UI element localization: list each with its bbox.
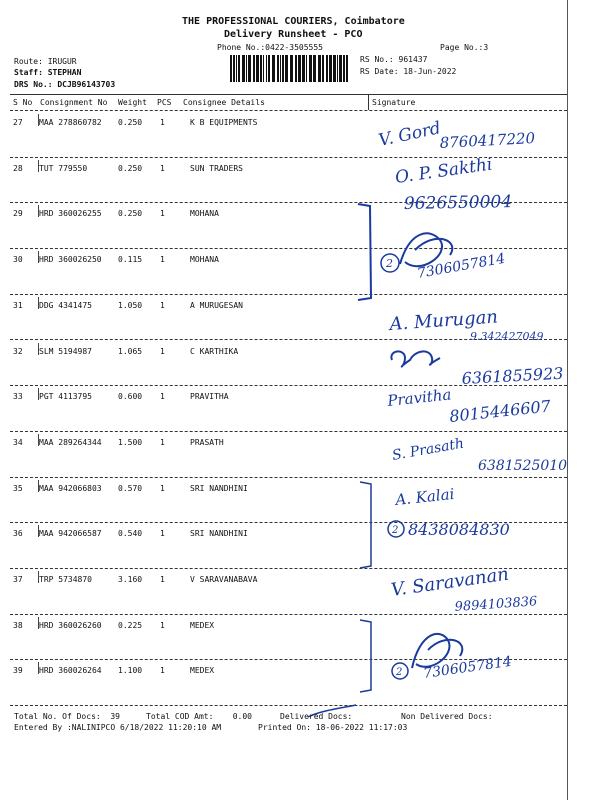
row-consignment-no: MAA 942066803: [39, 483, 102, 493]
entered-by: Entered By :NALINIPCO 6/18/2022 11:20:10 AM: [14, 723, 222, 732]
barcode-bar: [263, 55, 264, 82]
page-number: Page No.:3: [440, 43, 489, 52]
barcode-bar: [238, 55, 240, 82]
row-pcs: 1: [160, 575, 165, 584]
row-consignment-no: MAA 289264344: [39, 437, 102, 447]
row-consignment-no: HRD 360026264: [39, 666, 102, 676]
phone-32: 6361855923: [461, 363, 564, 388]
row-consignee: A MURUGESAN: [190, 300, 243, 310]
row-sno: 28: [13, 163, 23, 173]
signature-35-36: A. Kalai: [394, 484, 456, 509]
cell-marker: [38, 114, 39, 126]
row-consignee: SRI NANDHINI: [190, 529, 248, 539]
table-row: [10, 112, 567, 158]
row-consignee: PRASATH: [190, 437, 224, 447]
barcode-bar: [290, 55, 293, 82]
phone-37: 9894103836: [454, 594, 538, 615]
barcode-bar: [268, 55, 270, 82]
header-bottom-rule: [10, 110, 567, 111]
barcode-bar: [318, 55, 321, 82]
col-weight: Weight: [118, 98, 147, 107]
signature-31: A. Murugan: [388, 306, 499, 335]
row-sno: 37: [13, 575, 23, 584]
runsheet-title: Delivery Runsheet - PCO: [224, 29, 363, 40]
row-consignment-no: HRD 360026260: [39, 620, 102, 630]
table-row: [10, 203, 567, 249]
cell-marker: [38, 205, 39, 217]
cell-marker: [38, 388, 39, 400]
header-top-rule: [10, 94, 567, 95]
row-sno: 34: [13, 437, 23, 447]
row-weight: 0.250: [118, 163, 143, 173]
barcode-bar: [230, 55, 232, 82]
cell-marker: [38, 571, 39, 583]
row-consignment-no: TUT 779550: [39, 163, 88, 173]
row-consignment-no: PGT 4113795: [39, 392, 92, 402]
row-weight: 0.250: [118, 209, 143, 219]
row-consignee: MEDEX: [190, 666, 215, 676]
barcode-bar: [282, 55, 284, 82]
barcode-bar: [246, 55, 247, 82]
table-row: [10, 478, 567, 524]
cell-marker: [38, 160, 39, 172]
barcode-bar: [298, 55, 301, 82]
cell-marker: [38, 343, 39, 355]
barcode-bar: [309, 55, 312, 82]
row-pcs: 1: [160, 346, 165, 356]
row-weight: 0.600: [118, 392, 143, 402]
table-row: [10, 341, 567, 387]
signature-27: V. Gord: [376, 118, 443, 151]
row-pcs: 1: [160, 118, 165, 127]
row-consignee: MEDEX: [190, 620, 215, 630]
row-sno: 30: [13, 255, 23, 265]
table-row: [10, 295, 567, 341]
non-delivered-docs: Non Delivered Docs:: [401, 712, 493, 721]
barcode-bar: [256, 55, 259, 82]
row-consignee: MOHANA: [190, 209, 219, 219]
row-consignment-no: DDG 4341475: [39, 300, 92, 310]
rs-date: RS Date: 18-Jun-2022: [360, 67, 457, 76]
barcode-bar: [280, 55, 281, 82]
barcode-bar: [322, 55, 324, 82]
printed-on: Printed On: 18-06-2022 11:17:03: [258, 723, 408, 732]
signature-33: Pravitha: [386, 385, 453, 410]
barcode-bar: [260, 55, 262, 82]
row-sno: 31: [13, 300, 23, 310]
row-pcs: 1: [160, 666, 165, 676]
row-consignee: C KARTHIKA: [190, 346, 239, 356]
barcode-bar: [253, 55, 255, 82]
circle-mark-text-29-30: 2: [386, 257, 393, 270]
row-sno: 29: [13, 209, 23, 219]
row-pcs: 1: [160, 163, 165, 173]
route: Route: IRUGUR: [14, 57, 77, 66]
phone-29-30: 7306057814: [415, 250, 507, 282]
row-weight: 0.570: [118, 483, 143, 493]
circle-mark-text-38-39: 2: [396, 667, 403, 678]
row-consignee: MOHANA: [190, 255, 219, 265]
row-pcs: 1: [160, 483, 165, 493]
signature-28: O. P. Sakthi: [393, 154, 494, 188]
row-consignment-no: MAA 942066587: [39, 529, 102, 539]
phone-28: 9626550004: [403, 192, 513, 214]
table-row: [10, 660, 567, 706]
table-row: [10, 432, 567, 478]
table-row: [10, 158, 567, 204]
barcode-bar: [313, 55, 316, 82]
row-consignee: V SARAVANABAVA: [190, 575, 258, 584]
barcode-bar: [236, 55, 237, 82]
header-col-divider: [368, 94, 369, 110]
delivered-docs: Delivered Docs:: [280, 712, 353, 721]
row-separator: [10, 705, 567, 706]
table-row: [10, 615, 567, 661]
total-docs: Total No. Of Docs: 39: [14, 712, 120, 721]
barcode-bar: [346, 55, 348, 82]
barcode-bar: [277, 55, 279, 82]
row-sno: 32: [13, 346, 23, 356]
row-consignment-no: MAA 278860782: [39, 118, 102, 127]
row-weight: 0.115: [118, 255, 143, 265]
row-sno: 33: [13, 392, 23, 402]
row-consignee: K B EQUIPMENTS: [190, 118, 258, 127]
cell-marker: [38, 617, 39, 629]
cell-marker: [38, 434, 39, 446]
col-signature: Signature: [372, 98, 416, 107]
row-pcs: 1: [160, 620, 165, 630]
barcode-bar: [272, 55, 275, 82]
row-sno: 39: [13, 666, 23, 676]
row-consignment-no: SLM 5194987: [39, 346, 92, 356]
row-consignment-no: TRP 5734870: [39, 575, 92, 584]
barcode-bar: [242, 55, 245, 82]
drs-number: DRS No.: DCJB96143703: [14, 80, 116, 89]
row-weight: 1.065: [118, 346, 143, 356]
phone-27: 8760417220: [439, 129, 536, 152]
row-weight: 1.500: [118, 437, 143, 447]
row-weight: 0.250: [118, 118, 143, 127]
row-consignment-no: HRD 360026255: [39, 209, 102, 219]
cell-marker: [38, 480, 39, 492]
barcode-bar: [339, 55, 342, 82]
barcode-bar: [266, 55, 267, 82]
row-consignee: PRAVITHA: [190, 392, 229, 402]
barcode-bar: [326, 55, 328, 82]
barcode-image: [230, 55, 350, 82]
table-row: [10, 569, 567, 615]
barcode-bar: [248, 55, 251, 82]
col-consignee: Consignee Details: [183, 98, 265, 107]
total-cod: Total COD Amt: 0.00: [146, 712, 252, 721]
cell-marker: [38, 251, 39, 263]
phone-number: Phone No.:0422-3505555: [217, 43, 323, 52]
row-pcs: 1: [160, 300, 165, 310]
row-pcs: 1: [160, 255, 165, 265]
row-weight: 0.540: [118, 529, 143, 539]
phone-31: 9.342427049: [470, 330, 544, 343]
col-consignment: Consignment No: [40, 98, 108, 107]
barcode-bar: [337, 55, 338, 82]
phone-34: 6381525010: [478, 458, 568, 474]
cell-marker: [38, 525, 39, 537]
staff: Staff: STEPHAN: [14, 68, 82, 77]
barcode-bar: [302, 55, 305, 82]
barcode-bar: [295, 55, 297, 82]
row-weight: 1.100: [118, 666, 143, 676]
row-sno: 27: [13, 118, 23, 127]
row-weight: 0.225: [118, 620, 143, 630]
col-sno: S No: [13, 98, 33, 107]
phone-35-36: 8438084830: [408, 520, 510, 539]
phone-38-39: 7306057814: [422, 653, 513, 682]
company-name: THE PROFESSIONAL COURIERS, Coimbatore: [182, 16, 405, 27]
barcode-bar: [233, 55, 235, 82]
row-pcs: 1: [160, 392, 165, 402]
cell-marker: [38, 662, 39, 674]
barcode-bar: [343, 55, 345, 82]
row-pcs: 1: [160, 437, 165, 447]
table-row: [10, 249, 567, 295]
row-consignee: SRI NANDHINI: [190, 483, 248, 493]
signature-34: S. Prasath: [390, 435, 466, 464]
phone-33: 8015446607: [448, 396, 552, 426]
circle-mark-text-35-36: 2: [392, 525, 399, 536]
table-row: [10, 523, 567, 569]
rs-number: RS No.: 961437: [360, 55, 428, 64]
barcode-bar: [285, 55, 288, 82]
barcode-bar: [329, 55, 332, 82]
table-row: [10, 386, 567, 432]
row-weight: 3.160: [118, 575, 143, 584]
signature-37: V. Saravanan: [389, 563, 511, 601]
row-weight: 1.050: [118, 300, 143, 310]
row-consignee: SUN TRADERS: [190, 163, 243, 173]
row-sno: 38: [13, 620, 23, 630]
cell-marker: [38, 297, 39, 309]
col-pcs: PCS: [157, 98, 172, 107]
row-pcs: 1: [160, 209, 165, 219]
right-margin-rule: [567, 0, 568, 800]
barcode-bar: [306, 55, 307, 82]
row-pcs: 1: [160, 529, 165, 539]
barcode-bar: [333, 55, 336, 82]
row-sno: 36: [13, 529, 23, 539]
row-consignment-no: HRD 360026250: [39, 255, 102, 265]
row-sno: 35: [13, 483, 23, 493]
